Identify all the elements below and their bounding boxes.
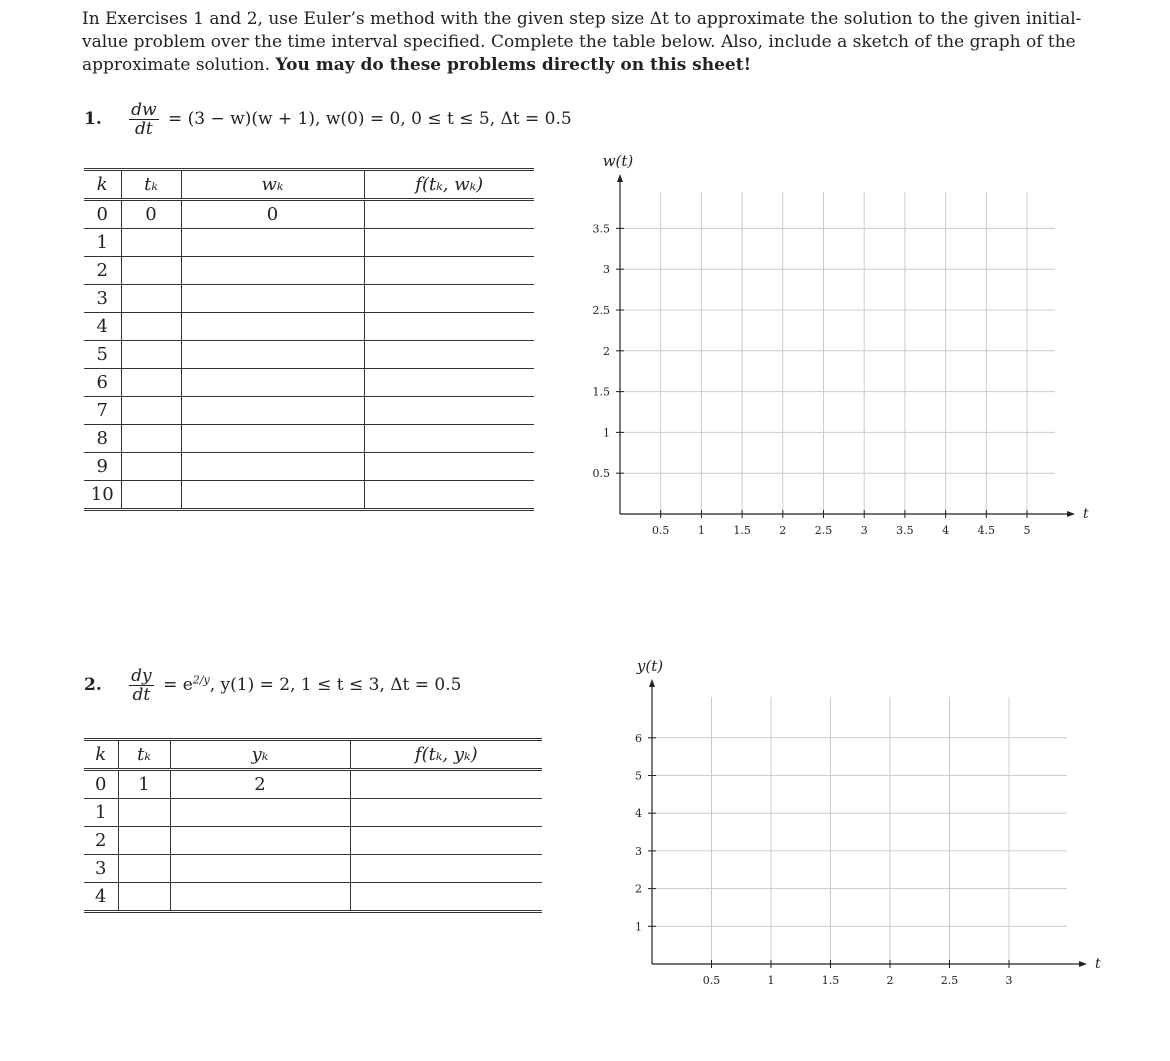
column-header: k	[95, 744, 107, 765]
table-cell[interactable]	[181, 397, 364, 425]
column-header: f(tₖ, wₖ)	[364, 170, 534, 200]
x-tick-label: 4	[942, 524, 950, 537]
table-cell[interactable]	[364, 341, 534, 369]
table-row	[84, 285, 534, 313]
x-axis-label: t	[1095, 956, 1101, 972]
x-axis-label: t	[1083, 506, 1089, 522]
table-cell[interactable]	[350, 883, 542, 912]
table-cell: 3	[95, 858, 107, 879]
table-cell: 9	[96, 456, 108, 477]
table-cell[interactable]	[121, 453, 181, 481]
x-tick-label: 2.5	[814, 524, 833, 537]
table-cell[interactable]	[121, 341, 181, 369]
x-tick-label: 0.5	[651, 524, 670, 537]
table-cell[interactable]	[118, 855, 170, 883]
y-tick-label: 5	[635, 769, 642, 783]
y-axis-arrow	[649, 679, 655, 687]
y-tick-label: 3	[603, 263, 610, 277]
problem-1-table	[84, 168, 534, 511]
y-tick-label: 2	[603, 344, 610, 358]
table-cell[interactable]	[118, 799, 170, 827]
table-cell[interactable]	[121, 397, 181, 425]
table-cell[interactable]	[364, 397, 534, 425]
table-cell[interactable]	[121, 229, 181, 257]
table-cell: 10	[90, 484, 114, 505]
table-cell[interactable]	[364, 369, 534, 397]
instructions-note: You may do these problems directly on this sheet!	[275, 55, 752, 75]
table-cell: 6	[96, 372, 108, 393]
instructions-text: In Exercises 1 and 2, use Euler’s method with the given step size Δt to approximate the solution to the given initial-value problem over the time interval specified. Complete the table below. Also, include a sketch of the graph of the approximate solution.	[82, 9, 1082, 75]
y-tick-label: 2	[635, 882, 642, 896]
y-tick-label: 1	[603, 426, 610, 440]
x-tick-label: 2	[779, 524, 787, 537]
y-tick-label: 3	[635, 844, 642, 858]
problem-1-number: 1.	[84, 109, 102, 129]
table-cell: 4	[95, 886, 107, 907]
table-cell[interactable]	[350, 855, 542, 883]
table-cell[interactable]: 0	[181, 200, 364, 229]
table-cell: 0	[96, 204, 108, 225]
table-cell[interactable]	[181, 425, 364, 453]
table-cell[interactable]	[364, 285, 534, 313]
y-tick-label: 4	[635, 807, 642, 821]
y-tick-label: 3.5	[592, 222, 610, 236]
table-cell[interactable]: 1	[118, 770, 170, 799]
x-tick-label: 3	[860, 524, 868, 537]
table-cell: 7	[96, 400, 108, 421]
table-cell[interactable]	[181, 369, 364, 397]
column-header: k	[96, 174, 108, 195]
table-cell[interactable]	[181, 453, 364, 481]
y-tick-label: 0.5	[592, 467, 610, 481]
y-axis-label: w(t)	[602, 152, 634, 170]
y-axis-label: y(t)	[636, 657, 664, 675]
table-cell[interactable]	[350, 827, 542, 855]
y-tick-label: 1.5	[592, 385, 610, 399]
x-tick-label: 1.5	[821, 974, 840, 987]
table-row	[84, 341, 534, 369]
x-tick-label: 2	[886, 974, 894, 987]
table-cell: 1	[95, 802, 107, 823]
table-cell: 3	[96, 288, 108, 309]
table-cell[interactable]	[181, 229, 364, 257]
table-cell[interactable]	[364, 229, 534, 257]
table-row	[84, 397, 534, 425]
y-tick-label: 2.5	[592, 304, 610, 317]
table-row	[84, 770, 542, 799]
x-tick-label: 3	[1005, 974, 1013, 987]
y-tick-label: 1	[635, 920, 642, 934]
table-cell: 5	[96, 344, 108, 365]
x-tick-label: 4.5	[977, 524, 996, 537]
table-row	[84, 827, 542, 855]
column-header: tₖ	[121, 170, 181, 200]
table-cell[interactable]	[350, 770, 542, 799]
table-cell: 4	[96, 316, 108, 337]
problem-2-conditions: , y(1) = 2, 1 ≤ t ≤ 3, Δt = 0.5	[209, 675, 462, 695]
table-cell[interactable]	[364, 257, 534, 285]
table-row	[84, 313, 534, 341]
y-tick-label: 6	[635, 731, 642, 745]
problem-1-graph	[570, 150, 1090, 550]
x-tick-label: 2.5	[940, 974, 959, 987]
table-cell: 1	[96, 232, 108, 253]
problem-2-equation: 2. $\frac{dy}{dt}$ = $e^{2/y}$, y(1) = 2, 1 ≤ t ≤ 3, Δt = 0.5	[84, 666, 462, 705]
table-cell[interactable]	[364, 425, 534, 453]
table-cell[interactable]	[181, 313, 364, 341]
table-cell[interactable]	[121, 257, 181, 285]
table-cell[interactable]	[170, 827, 350, 855]
table-cell[interactable]	[364, 453, 534, 481]
derivative-fraction: $\frac{dy}{dt}$	[131, 666, 152, 705]
exponent: 2/y	[192, 673, 210, 687]
table-cell[interactable]	[121, 285, 181, 313]
table-cell[interactable]	[170, 855, 350, 883]
table-cell[interactable]	[170, 799, 350, 827]
table-row	[84, 481, 534, 510]
table-cell[interactable]	[364, 313, 534, 341]
table-row	[84, 883, 542, 912]
table-cell[interactable]	[350, 799, 542, 827]
table-row	[84, 425, 534, 453]
table-cell[interactable]	[170, 883, 350, 912]
table-cell[interactable]	[121, 313, 181, 341]
x-tick-label: 0.5	[702, 974, 721, 987]
column-header: wₖ	[181, 170, 364, 200]
table-row	[84, 453, 534, 481]
table-cell[interactable]	[181, 257, 364, 285]
table-cell[interactable]	[181, 481, 364, 510]
instructions	[82, 8, 1092, 77]
column-header: f(tₖ, yₖ)	[350, 740, 542, 770]
table-cell: 8	[96, 428, 108, 449]
table-cell[interactable]	[181, 285, 364, 313]
table-cell[interactable]: 0	[121, 200, 181, 229]
table-cell: 2	[95, 830, 107, 851]
x-axis-arrow	[1079, 961, 1087, 967]
problem-1-conditions: = (3 − w)(w + 1), w(0) = 0, 0 ≤ t ≤ 5, Δt = 0.5	[168, 109, 572, 129]
table-cell: 0	[95, 774, 107, 795]
x-tick-label: 1	[697, 524, 705, 537]
problem-2-table	[84, 738, 542, 913]
y-axis-arrow	[617, 174, 623, 182]
table-header-row	[84, 170, 534, 200]
table-cell[interactable]	[364, 200, 534, 229]
table-cell[interactable]	[118, 883, 170, 912]
derivative-fraction: $\frac{dw}{dt}$	[131, 100, 157, 139]
problem-2-number: 2.	[84, 675, 102, 695]
table-cell[interactable]	[118, 827, 170, 855]
x-tick-label: 5	[1023, 524, 1031, 537]
table-cell[interactable]	[181, 341, 364, 369]
table-header-row	[84, 740, 542, 770]
x-tick-label: 1	[767, 974, 775, 987]
x-tick-label: 1.5	[733, 524, 751, 537]
x-axis-arrow	[1067, 511, 1075, 517]
table-row	[84, 257, 534, 285]
table-row	[84, 200, 534, 229]
table-cell[interactable]: 2	[170, 770, 350, 799]
table-cell[interactable]	[121, 369, 181, 397]
table-cell[interactable]	[121, 481, 181, 510]
column-header: yₖ	[170, 740, 350, 770]
problem-1-equation	[84, 101, 572, 138]
problem-2-graph	[600, 657, 1101, 995]
table-cell[interactable]	[121, 425, 181, 453]
table-row	[84, 229, 534, 257]
table-cell[interactable]	[364, 481, 534, 510]
column-header: tₖ	[118, 740, 170, 770]
table-row	[84, 855, 542, 883]
x-tick-label: 3.5	[896, 524, 914, 537]
table-row	[84, 799, 542, 827]
table-row	[84, 369, 534, 397]
table-cell: 2	[96, 260, 108, 281]
